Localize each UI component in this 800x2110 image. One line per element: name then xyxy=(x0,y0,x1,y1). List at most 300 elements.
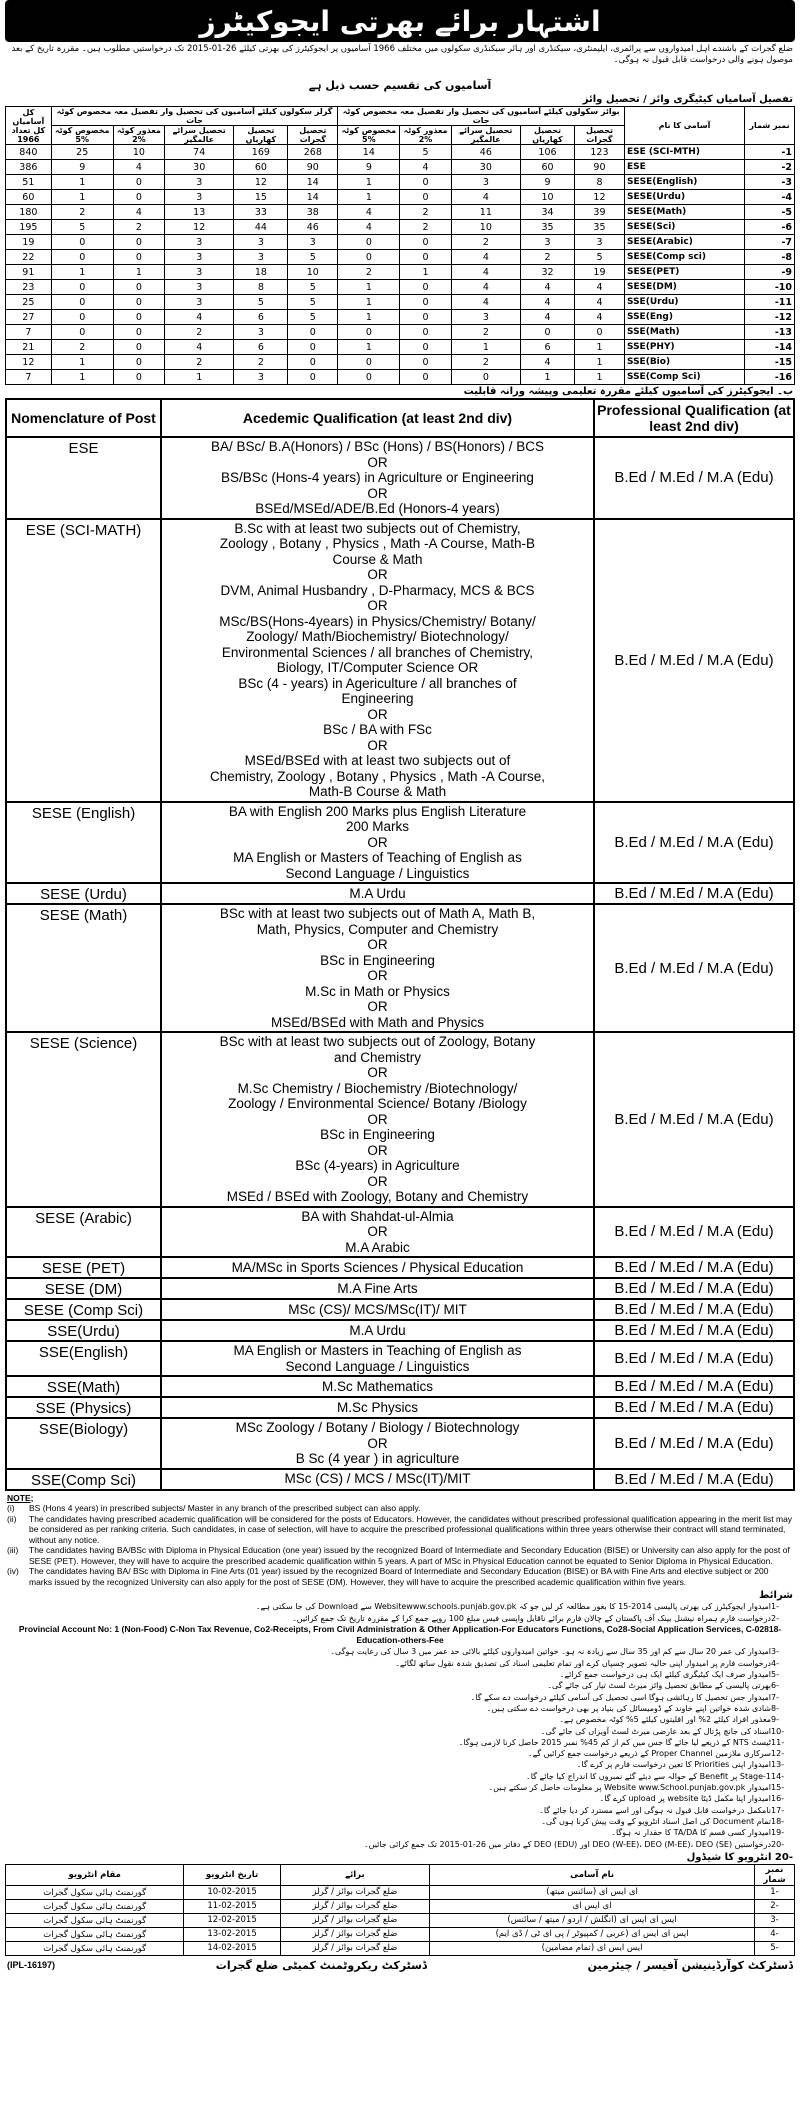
cell-total: 180 xyxy=(6,205,52,220)
cell-boys: 4 xyxy=(451,295,520,310)
table-row xyxy=(6,310,795,325)
cell-girls: 0 xyxy=(288,355,338,370)
cell-boys: 30 xyxy=(451,160,520,175)
cell-girls: 3 xyxy=(165,265,234,280)
cell-girls: 3 xyxy=(234,235,288,250)
schedule-row xyxy=(6,1927,795,1941)
cell-total: 12 xyxy=(6,355,52,370)
or-separator: OR xyxy=(367,598,388,613)
cell-girls: 74 xyxy=(165,145,234,160)
post-name: SESE (Science) xyxy=(6,1032,161,1207)
cell-girls: 10 xyxy=(288,265,338,280)
cell-total: 25 xyxy=(6,295,52,310)
academic-qualification xyxy=(161,1397,594,1418)
notes-section xyxy=(5,1491,795,1590)
condition-line xyxy=(7,1646,793,1657)
note-index: (i) xyxy=(7,1503,15,1513)
cell-girls: 18 xyxy=(234,265,288,280)
qualification-line: BA with English 200 Marks plus English Literature xyxy=(228,803,527,819)
academic-qualification xyxy=(161,883,594,904)
condition-line xyxy=(7,1793,793,1804)
schedule-name: ای ایس ای (سائنس میتھ) xyxy=(430,1885,755,1899)
cell-girls: 4 xyxy=(113,205,164,220)
sched-col-place: مقام انٹرویو xyxy=(6,1864,184,1885)
cell-girls: 0 xyxy=(113,370,164,385)
condition-text: درخواست فارم پر امیدوار اپنی حالیہ تصویر چسپاں کرے اور تمام تعلیمی اسناد کی تصدیق شدہ نقول ساتھ لگائے۔ xyxy=(395,1658,771,1668)
schedule-name: ایس ای ایس ای (عربی / کمپیوٹر / پی ای ٹی / ڈی ایم) xyxy=(430,1927,755,1941)
condition-line xyxy=(7,1613,793,1624)
cell-boys: 90 xyxy=(574,160,624,175)
academic-qualification xyxy=(161,1376,594,1397)
cell-total: 51 xyxy=(6,175,52,190)
col-b-sarai: تحصیل سرائے عالمگیر xyxy=(451,126,520,145)
cell-girls: 15 xyxy=(234,190,288,205)
schedule-name: ای ایس ای xyxy=(430,1899,755,1913)
conditions-list xyxy=(7,1601,793,1850)
cell-post: SSE(Comp Sci) xyxy=(625,370,745,385)
cell-girls: 10 xyxy=(113,145,164,160)
cell-boys: 0 xyxy=(400,235,451,250)
qualification-line: MSc (CS) / MCS / MSc(IT)/MIT xyxy=(284,1471,471,1487)
note-item xyxy=(7,1514,793,1546)
cell-girls: 60 xyxy=(234,160,288,175)
schedule-date: 14-02-2015 xyxy=(184,1941,280,1955)
professional-qualification: B.Ed / M.Ed / M.A (Edu) xyxy=(594,1469,794,1490)
cell-boys: 2 xyxy=(338,265,400,280)
table-row xyxy=(6,325,795,340)
qualification-line: M.A Arabic xyxy=(345,1239,410,1255)
cell-boys: 1 xyxy=(338,295,400,310)
cell-sno: -6 xyxy=(745,220,795,235)
cell-boys: 2 xyxy=(451,355,520,370)
cell-sno: -5 xyxy=(745,205,795,220)
post-name: SESE (Arabic) xyxy=(6,1207,161,1258)
condition-text: درخواست فارم ہمراہ نیشنل بینک آف پاکستان کے چالان فارم برائے ناقابل واپسی فیس مبلغ 100 روپے جمع کرا کے مقررہ تاریخ تک جمع کرائیں۔ xyxy=(292,1613,771,1623)
cell-total: 21 xyxy=(6,340,52,355)
note-item xyxy=(7,1545,793,1566)
qualification-row xyxy=(6,1207,794,1258)
cell-post: SSE(Math) xyxy=(625,325,745,340)
or-separator: OR xyxy=(367,485,388,501)
cell-girls: 3 xyxy=(165,280,234,295)
condition-text: Stage-1 پر Benefit کے حوالہ سے دیئے گئے نمبروں کا اندراج کیا جائے گا۔ xyxy=(526,1771,771,1781)
cell-boys: 60 xyxy=(521,160,575,175)
qualification-line: MSEd/BSEd with at least two subjects out of xyxy=(244,753,511,768)
col-g-gujrat: تحصیل گجرات xyxy=(288,126,338,145)
cell-boys: 4 xyxy=(451,190,520,205)
cell-girls: 1 xyxy=(51,355,113,370)
cell-post: SESE(DM) xyxy=(625,280,745,295)
cell-girls: 2 xyxy=(113,220,164,235)
qualification-line: M.A Urdu xyxy=(349,885,406,901)
cell-boys: 1 xyxy=(451,340,520,355)
cell-sno: -11 xyxy=(745,295,795,310)
cell-post: ESE (SCI-MTH) xyxy=(625,145,745,160)
cell-girls: 0 xyxy=(288,370,338,385)
condition-number: -16 xyxy=(771,1794,785,1804)
cell-boys: 8 xyxy=(574,175,624,190)
qualification-line: M.Sc in Math or Physics xyxy=(305,983,450,999)
table-row xyxy=(6,160,795,175)
section-b-label: ب۔ ایجوکیٹرز کی آسامیوں کیلئے مقررہ تعلیمی وپیشہ ورانہ قابلیت xyxy=(463,386,793,397)
post-name: SESE (Math) xyxy=(6,904,161,1032)
professional-qualification: B.Ed / M.Ed / M.A (Edu) xyxy=(594,1207,794,1258)
cell-post: SSE(Bio) xyxy=(625,355,745,370)
cell-girls: 3 xyxy=(165,175,234,190)
cell-boys: 0 xyxy=(338,355,400,370)
cell-post: SESE(PET) xyxy=(625,265,745,280)
professional-qualification: B.Ed / M.Ed / M.A (Edu) xyxy=(594,1257,794,1278)
condition-text: امیدوار ایجوکیٹرز کی بھرتی پالیسی 2014-15 کا بغور مطالعہ کر لیں جو کہ Websitewww.schools.punjab.gov.pk سے Download کی جا سکتی ہے۔ xyxy=(255,1602,771,1612)
cell-girls: 0 xyxy=(51,295,113,310)
schedule-row xyxy=(6,1941,795,1955)
cell-boys: 0 xyxy=(400,190,451,205)
cell-boys: 10 xyxy=(521,190,575,205)
condition-line xyxy=(7,1658,793,1669)
table-row xyxy=(6,370,795,385)
condition-text: امیدوار کی عمر 20 سال سے کم اور 35 سال سے زیادہ نہ ہو۔ خواتین امیدواروں کیلئے بالائی حد عمر میں 3 سال کی رعایت ہوگی۔ xyxy=(330,1647,771,1657)
condition-line xyxy=(7,1748,793,1759)
qualification-body xyxy=(6,437,794,1490)
or-separator: OR xyxy=(367,968,388,983)
cell-boys: 46 xyxy=(451,145,520,160)
col-b-disabled: معذور کوٹہ 2% xyxy=(400,126,451,145)
col-g-minority: مخصوص کوٹہ 5% xyxy=(51,126,113,145)
academic-qualification xyxy=(161,1469,594,1490)
cell-girls: 5 xyxy=(288,250,338,265)
note-text: BS (Hons 4 years) in prescribed subjects/ Master in any branch of the prescribed subject can also apply. xyxy=(29,1503,421,1513)
qual-header-professional: Professional Qualification (at least 2nd div) xyxy=(594,399,794,437)
col-sno: نمبر شمار xyxy=(745,107,795,145)
post-name: SESE (Urdu) xyxy=(6,883,161,904)
professional-qualification: B.Ed / M.Ed / M.A (Edu) xyxy=(594,1278,794,1299)
qualification-line: Math-B Course & Math xyxy=(308,784,447,799)
cell-boys: 0 xyxy=(400,250,451,265)
cell-girls: 0 xyxy=(51,235,113,250)
qualification-line: MSc Zoology / Botany / Biology / Biotechnology xyxy=(235,1420,520,1435)
cell-boys: 35 xyxy=(574,220,624,235)
post-name: SESE (PET) xyxy=(6,1257,161,1278)
cell-boys: 0 xyxy=(338,250,400,265)
sched-col-date: تاریخ انٹرویو xyxy=(184,1864,280,1885)
qualification-line: Environmental Sciences / all branches of Chemistry, xyxy=(221,644,534,660)
cell-boys: 4 xyxy=(451,265,520,280)
cell-girls: 4 xyxy=(165,340,234,355)
qualification-row xyxy=(6,1341,794,1376)
qualification-line: BSEd/MSEd/ADE/B.Ed (Honors-4 years) xyxy=(255,501,500,516)
cell-girls: 9 xyxy=(51,160,113,175)
cell-boys: 4 xyxy=(574,310,624,325)
qualification-row xyxy=(6,1418,794,1469)
or-separator: OR xyxy=(367,999,388,1014)
cell-boys: 34 xyxy=(521,205,575,220)
condition-line xyxy=(7,1703,793,1714)
condition-text: ٹیسٹ NTS کے ذریعے لیا جائے گا جس میں کم از کم 45% نمبر 2015 حاصل کرنا لازمی ہوگا۔ xyxy=(458,1737,771,1747)
cell-girls: 0 xyxy=(288,325,338,340)
cell-girls: 2 xyxy=(165,325,234,340)
condition-number: -10 xyxy=(771,1726,785,1736)
professional-qualification: B.Ed / M.Ed / M.A (Edu) xyxy=(594,1418,794,1469)
cell-girls: 0 xyxy=(113,235,164,250)
post-name: ESE (SCI-MATH) xyxy=(6,519,161,802)
schedule-sno: -1 xyxy=(755,1885,795,1899)
condition-text: درخواستیں DEO (W-EE)، DEO (M-EE)، DEO (SE) اور DEO (EDU) کے دفاتر میں 26-01-2015 تک جمع کرائی جائیں۔ xyxy=(363,1839,771,1849)
condition-number: -9 xyxy=(771,1715,779,1725)
condition-text: معذور افراد کیلئے 2% اور اقلیتوں کیلئے 5% کوٹہ مخصوص ہے۔ xyxy=(559,1715,771,1725)
schedule-venue: ضلع گجرات بوائز / گرلز xyxy=(280,1941,429,1955)
or-separator: OR xyxy=(367,1224,388,1239)
cell-girls: 0 xyxy=(288,340,338,355)
or-separator: OR xyxy=(367,1435,388,1451)
professional-qualification: B.Ed / M.Ed / M.A (Edu) xyxy=(594,883,794,904)
qual-header-post: Nomenclature of Post xyxy=(6,399,161,437)
subtitle: آسامیوں کی تقسیم حسب ذیل ہے xyxy=(308,79,492,92)
schedule-place: گورنمنٹ ہائی سکول گجرات xyxy=(6,1885,184,1899)
cell-girls: 3 xyxy=(234,370,288,385)
or-separator: OR xyxy=(367,1142,388,1158)
qualification-row xyxy=(6,1320,794,1341)
cell-girls: 0 xyxy=(113,325,164,340)
condition-text: امیدوار کسی قسم کا TA/DA کا حقدار نہ ہوگا۔ xyxy=(611,1828,771,1838)
cell-boys: 0 xyxy=(400,175,451,190)
cell-girls: 5 xyxy=(288,310,338,325)
cell-post: SESE(Comp sci) xyxy=(625,250,745,265)
academic-qualification xyxy=(161,437,594,519)
intro-text: ضلع گجرات کے باشندے اہل امیدواروں سے پرائمری، ایلیمنٹری، سیکنڈری اور ہائر سیکنڈری سکولوں میں مختلف 1966 آسامیوں پر ایجوکیٹرز کی بھرتی کیلئے 26-01-2015 تک درخواستیں مطلوب ہیں۔ مقررہ تاریخ کے بعد موصول ہونے والی درخواست قابل قبول نہ ہوگی۔ xyxy=(11,44,793,65)
qualification-line: MSEd/BSEd with Math and Physics xyxy=(270,1014,485,1030)
cell-boys: 3 xyxy=(574,235,624,250)
cell-sno: -2 xyxy=(745,160,795,175)
cell-total: 840 xyxy=(6,145,52,160)
cell-boys: 1 xyxy=(521,370,575,385)
post-name: SSE(Urdu) xyxy=(6,1320,161,1341)
cell-girls: 0 xyxy=(113,175,164,190)
qualification-line: M.Sc Physics xyxy=(336,1399,418,1415)
cell-boys: 4 xyxy=(451,280,520,295)
cell-girls: 1 xyxy=(113,265,164,280)
col-b-kharian: تحصیل کھاریاں xyxy=(521,126,575,145)
cell-post: SSE(Eng) xyxy=(625,310,745,325)
cell-girls: 0 xyxy=(113,280,164,295)
academic-qualification xyxy=(161,904,594,1032)
schedule-sno: -2 xyxy=(755,1899,795,1913)
account-number-line: Provincial Account No: 1 (Non-Food) C-Non Tax Revenue, Co2-Receipts, From Civil Administration & Other Application-For Educators Functions, Co28-Social Application Services, C-02818-Education-others-Fee xyxy=(18,1623,782,1646)
cell-boys: 9 xyxy=(521,175,575,190)
cell-boys: 0 xyxy=(400,370,451,385)
condition-number: -1 xyxy=(771,1602,779,1612)
cell-boys: 4 xyxy=(400,160,451,175)
note-text: The candidates having BA/ BSc with Diploma in Fine Arts (01 year) issued by the recognized Board of Intermediate and Secondary Education (BISE) or BA with Fine Arts and elective subject or 200 marks issued by the recognized University can also apply for the post of SESE (DM). However, they will have to acquire the prescribed academic qualification within five years. xyxy=(29,1566,769,1587)
cell-boys: 4 xyxy=(451,250,520,265)
condition-line xyxy=(7,1737,793,1748)
cell-sno: -8 xyxy=(745,250,795,265)
cell-boys: 0 xyxy=(400,280,451,295)
cell-sno: -14 xyxy=(745,340,795,355)
cell-girls: 4 xyxy=(165,310,234,325)
cell-sno: -1 xyxy=(745,145,795,160)
table-row xyxy=(6,235,795,250)
cell-total: 60 xyxy=(6,190,52,205)
col-b-gujrat: تحصیل گجرات xyxy=(574,126,624,145)
cell-post: ESE xyxy=(625,160,745,175)
qualification-table xyxy=(5,398,795,1491)
condition-text: امیدوار اپنی Priorities کا تعین درخواست فارم پر کرے گا۔ xyxy=(576,1760,771,1770)
qualification-row xyxy=(6,802,794,884)
condition-number: -8 xyxy=(771,1703,779,1713)
condition-line xyxy=(7,1816,793,1827)
table-row xyxy=(6,280,795,295)
qualification-line: Zoology/ Math/Biochemistry/ Biotechnology/ xyxy=(246,629,509,644)
qualification-line: MSc (CS)/ MCS/MSc(IT)/ MIT xyxy=(288,1301,467,1317)
cell-boys: 19 xyxy=(574,265,624,280)
cell-boys: 32 xyxy=(521,265,575,280)
qualification-line: Engineering xyxy=(341,691,414,706)
academic-qualification xyxy=(161,1207,594,1258)
sched-col-name: نام آسامی xyxy=(430,1864,755,1885)
qual-header-academic: Acedemic Qualification (at least 2nd div) xyxy=(161,399,594,437)
qualification-line: BA/ BSc/ B.A(Honors) / BSc (Hons) / BS(Honors) / BCS xyxy=(210,439,545,454)
condition-number: -20 xyxy=(771,1839,785,1849)
condition-text: اسناد کی جانچ پڑتال کے بعد عارضی میرٹ لسٹ آویزاں کی جائے گی۔ xyxy=(540,1726,771,1736)
cell-boys: 123 xyxy=(574,145,624,160)
cell-boys: 1 xyxy=(338,175,400,190)
schedule-date: 12-02-2015 xyxy=(184,1913,280,1927)
qualification-line: DVM, Animal Husbandry , D-Pharmacy, MCS & BCS xyxy=(220,582,535,598)
cell-boys: 1 xyxy=(400,265,451,280)
cell-girls: 44 xyxy=(234,220,288,235)
table-row xyxy=(6,145,795,160)
cell-boys: 4 xyxy=(338,220,400,235)
academic-qualification xyxy=(161,1032,594,1207)
cell-girls: 3 xyxy=(165,295,234,310)
cell-boys: 0 xyxy=(400,340,451,355)
note-text: The candidates having BA/BSc with Diploma in Physical Education (one year) issued by the recognized Board of Intermediate and Secondary Education (BISE) or University can also apply for the post of SESE (PET). However, they will have to acquire the prescribed academic qualification within 5 years. A part of MSc in Physical Education cannot be equated to Senior Diploma in Physical Education. xyxy=(29,1545,790,1566)
table-row xyxy=(6,175,795,190)
post-name: SSE(Math) xyxy=(6,1376,161,1397)
condition-number: -15 xyxy=(771,1783,785,1793)
or-separator: OR xyxy=(367,567,388,582)
qualification-line: and Chemistry xyxy=(333,1049,422,1065)
cell-girls: 268 xyxy=(288,145,338,160)
conditions-heading: شرائط xyxy=(759,1590,793,1601)
cell-boys: 106 xyxy=(521,145,575,160)
cell-girls: 0 xyxy=(51,250,113,265)
cell-total: 386 xyxy=(6,160,52,175)
cell-post: SESE(Sci) xyxy=(625,220,745,235)
schedule-sno: -4 xyxy=(755,1927,795,1941)
cell-girls: 0 xyxy=(113,310,164,325)
cell-girls: 4 xyxy=(113,160,164,175)
cell-girls: 14 xyxy=(288,175,338,190)
cell-girls: 0 xyxy=(113,190,164,205)
cell-boys: 1 xyxy=(338,190,400,205)
qualification-row xyxy=(6,1376,794,1397)
cell-boys: 4 xyxy=(574,295,624,310)
cell-girls: 2 xyxy=(51,340,113,355)
cell-sno: -16 xyxy=(745,370,795,385)
qualification-line: Second Language / Linguistics xyxy=(285,865,470,881)
condition-text: امیدوار جس تحصیل کا رہائشی ہوگا اسی تحصیل کی آسامی کیلئے درخواست دے سکے گا۔ xyxy=(470,1692,771,1702)
schedule-sno: -3 xyxy=(755,1913,795,1927)
cell-girls: 13 xyxy=(165,205,234,220)
condition-text: امیدوار اپنا مکمل ڈیٹا website پر upload کرے گا۔ xyxy=(599,1794,771,1804)
cell-sno: -13 xyxy=(745,325,795,340)
table-row xyxy=(6,295,795,310)
qualification-line: Biology, IT/Computer Science OR xyxy=(276,660,479,675)
qualification-line: M.A Fine Arts xyxy=(337,1280,418,1296)
schedule-date: 10-02-2015 xyxy=(184,1885,280,1899)
cell-boys: 1 xyxy=(338,340,400,355)
condition-line xyxy=(7,1827,793,1838)
table-row xyxy=(6,355,795,370)
cell-sno: -10 xyxy=(745,280,795,295)
qualification-row xyxy=(6,904,794,1032)
post-name: SSE(Biology) xyxy=(6,1418,161,1469)
table-row xyxy=(6,205,795,220)
condition-number: -2 xyxy=(771,1613,779,1623)
cell-boys: 3 xyxy=(521,235,575,250)
condition-line xyxy=(7,1680,793,1691)
qualification-line: BSc (4 - years) in Agericulture / all branches of xyxy=(238,675,517,691)
cell-boys: 39 xyxy=(574,205,624,220)
section-a-label: تفصیل آسامیاں کیٹیگری وائز / تحصیل وائز xyxy=(582,94,793,105)
or-separator: OR xyxy=(367,706,388,722)
qualification-line: M.Sc Chemistry / Biochemistry /Biotechnology/ xyxy=(237,1080,518,1096)
cell-boys: 2 xyxy=(521,250,575,265)
cell-boys: 1 xyxy=(574,370,624,385)
col-total: کل آسامیاں کل تعداد 1966 xyxy=(6,107,52,145)
qualification-row xyxy=(6,1257,794,1278)
condition-text: شادی شدہ خواتین اپنے خاوند کے ڈومیسائل کی بنیاد پر بھی درخواست دے سکتی ہیں۔ xyxy=(486,1703,771,1713)
academic-qualification xyxy=(161,802,594,884)
cell-boys: 4 xyxy=(574,280,624,295)
cell-boys: 1 xyxy=(574,355,624,370)
note-item xyxy=(7,1503,793,1514)
academic-qualification xyxy=(161,1278,594,1299)
cell-boys: 0 xyxy=(400,325,451,340)
schedule-place: گورنمنٹ ہائی سکول گجرات xyxy=(6,1899,184,1913)
cell-boys: 0 xyxy=(574,325,624,340)
cell-boys: 3 xyxy=(451,310,520,325)
condition-line xyxy=(7,1839,793,1850)
cell-boys: 1 xyxy=(574,340,624,355)
schedule-row xyxy=(6,1913,795,1927)
cell-girls: 0 xyxy=(51,325,113,340)
post-name: SSE(Comp Sci) xyxy=(6,1469,161,1490)
condition-number: -3 xyxy=(771,1647,779,1657)
interview-schedule-table xyxy=(5,1864,795,1956)
cell-girls: 3 xyxy=(165,250,234,265)
condition-line xyxy=(7,1669,793,1680)
qualification-line: Chemistry, Zoology , Botany , Physics , Math -A Course, xyxy=(209,768,546,784)
academic-qualification xyxy=(161,1418,594,1469)
schedule-date: 11-02-2015 xyxy=(184,1899,280,1913)
cell-girls: 30 xyxy=(165,160,234,175)
cell-girls: 2 xyxy=(51,205,113,220)
cell-boys: 35 xyxy=(521,220,575,235)
qualification-line: MSEd / BSEd with Zoology, Botany and Chemistry xyxy=(226,1189,529,1204)
cell-sno: -7 xyxy=(745,235,795,250)
cell-girls: 1 xyxy=(165,370,234,385)
cell-girls: 0 xyxy=(113,340,164,355)
cell-boys: 4 xyxy=(521,280,575,295)
schedule-sno: -5 xyxy=(755,1941,795,1955)
cell-total: 23 xyxy=(6,280,52,295)
schedule-venue: ضلع گجرات بوائز / گرلز xyxy=(280,1913,429,1927)
cell-total: 7 xyxy=(6,325,52,340)
post-name: SESE (DM) xyxy=(6,1278,161,1299)
condition-number: -14 xyxy=(771,1771,785,1781)
